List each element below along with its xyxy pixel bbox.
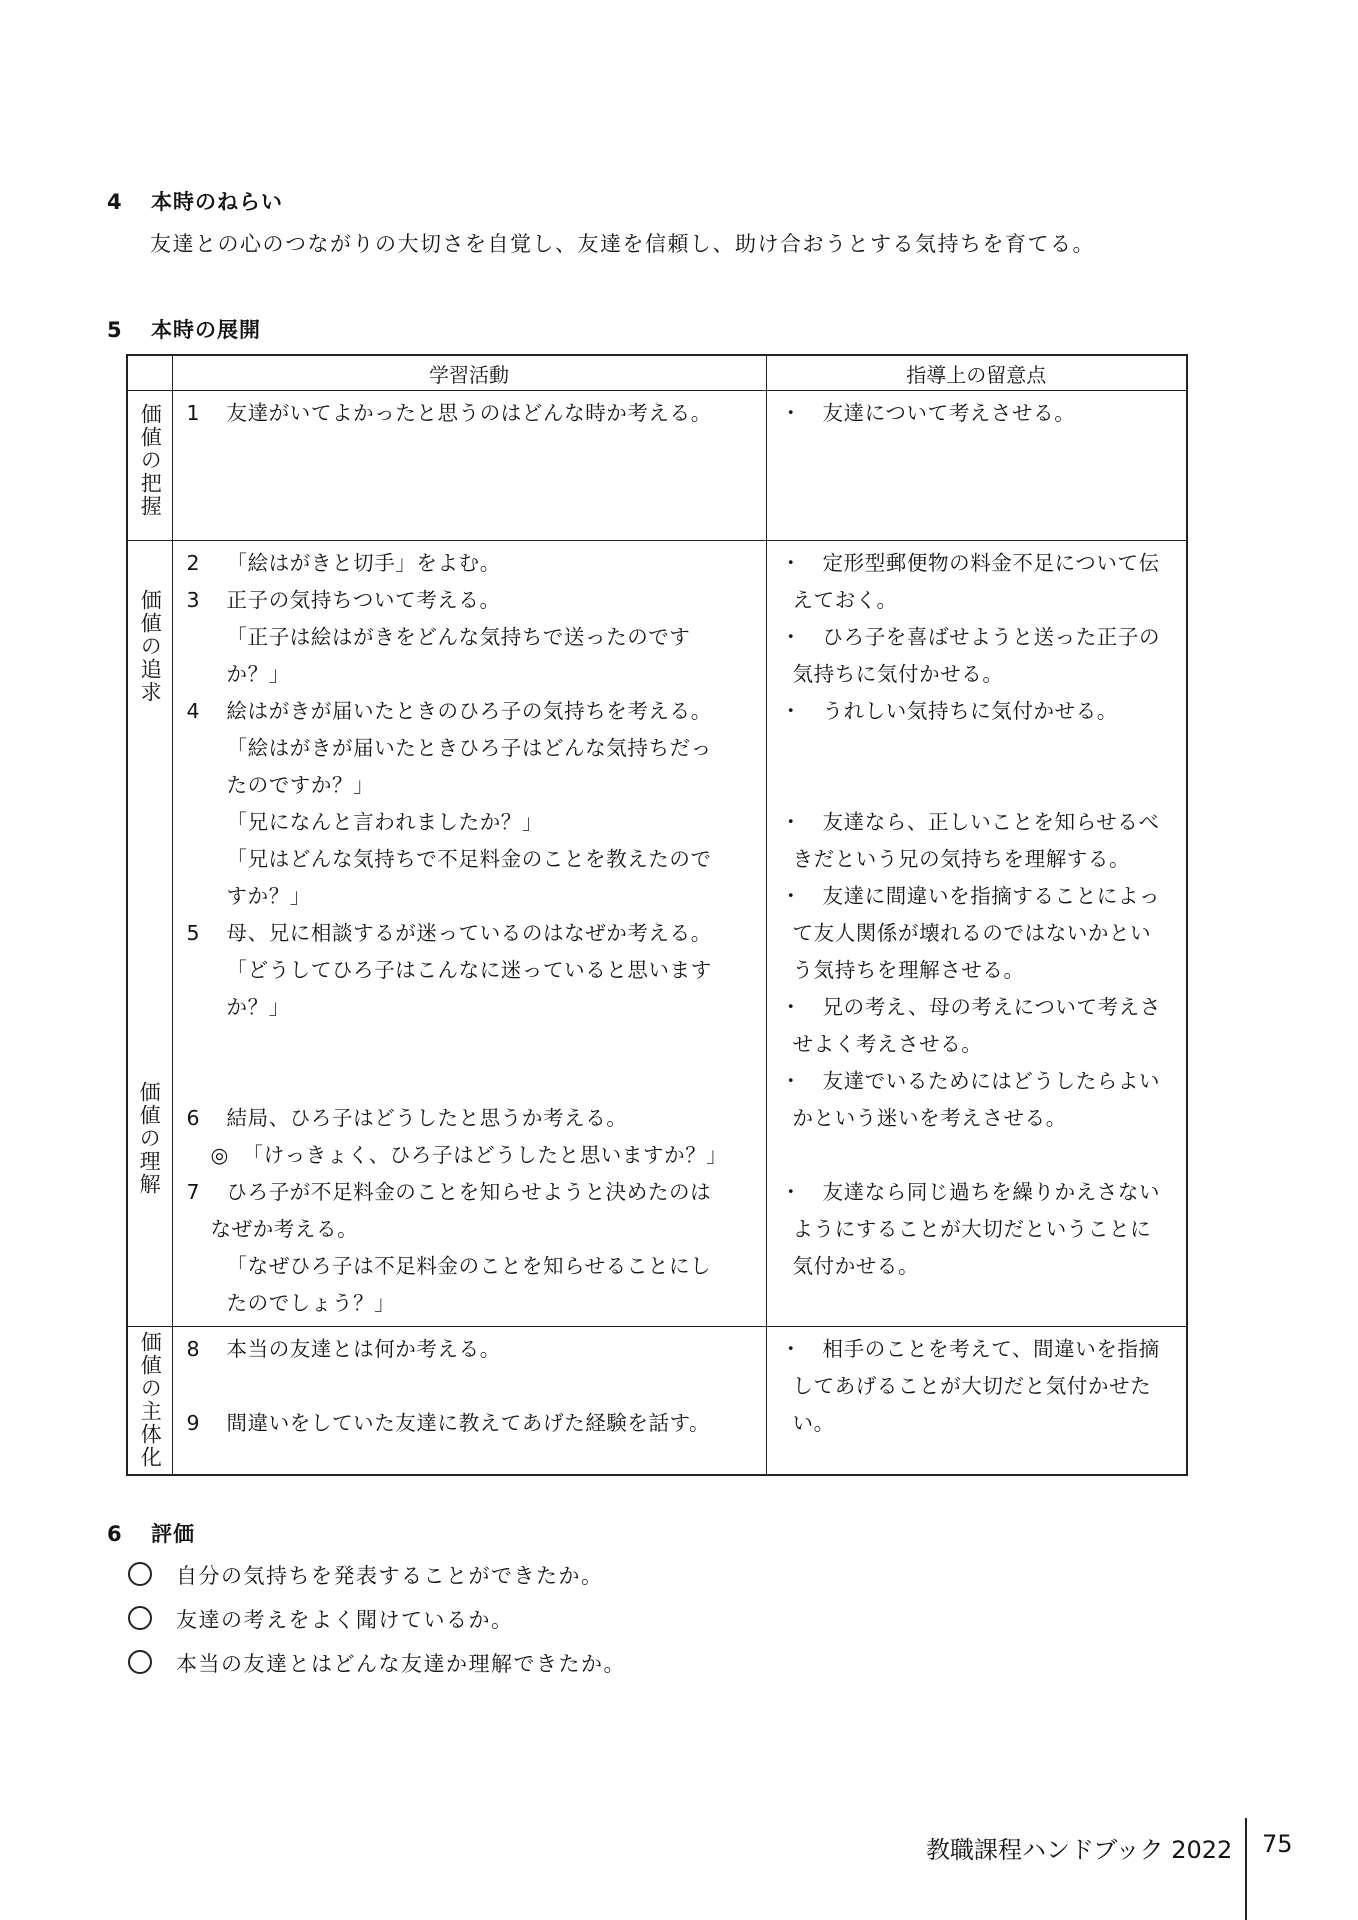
header-notes: 指導上の留意点 [766, 355, 1187, 391]
section-number: 6 [107, 1522, 123, 1546]
table-row [127, 1327, 1187, 1476]
header-activity: 学習活動 [172, 355, 766, 391]
table-row [127, 541, 1187, 1327]
section-title: 本時の展開 [151, 318, 261, 342]
notes-cell: ・ 友達について考えさせる。 [766, 391, 1187, 541]
section-5-heading [107, 314, 261, 344]
evaluation-item: 自分の気持ちを発表することができたか。 [128, 1560, 604, 1590]
notes-cell: ・ 定形型郵便物の料金不足について伝 えておく。 ・ ひろ子を喜ばせようと送った正子の 気持ちに気付かせる。 ・ うれしい気持ちに気付かせる。 ・ 友達なら、正しいことを知らせるべ きだという兄の気持ちを理解する。 ・ 友達に間違いを指摘することによっ て友人関係が壊れるのではないかとい う気持ちを理解させる。 ・ 兄の考え、母の考えについて考えさ せよく考えさせる。 ・ 友達でいるためにはどうしたらよい かという迷いを考えさせる。 ・ 友達なら同じ過ちを繰りかえさない ようにすることが大切だということに 気付かせる。 [766, 541, 1187, 1327]
evaluation-item: 友達の考えをよく聞けているか。 [128, 1604, 514, 1634]
aim-text: 友達との心のつながりの大切さを自覚し、友達を信頼し、助け合おうとする気持ちを育てる。 [150, 232, 1095, 256]
lesson-plan-table [126, 354, 1188, 1476]
phase-label: 価値の追求 価値の理解 [127, 541, 172, 1327]
phase-label: 価値の把握 [127, 391, 172, 541]
footer-title: 教職課程ハンドブック 2022 [926, 1836, 1233, 1864]
section-title: 評価 [151, 1522, 195, 1546]
activity-cell: 8 本当の友達とは何か考える。 9 間違いをしていた友達に教えてあげた経験を話す。 [172, 1327, 766, 1476]
notes-cell: ・ 相手のことを考えて、間違いを指摘 してあげることが大切だと気付かせた い。 [766, 1327, 1187, 1476]
footer-divider [1245, 1818, 1247, 1920]
page-number: 75 [1262, 1830, 1293, 1858]
table-row [127, 391, 1187, 541]
header-phase-cell [127, 355, 172, 391]
activity-cell: 2 「絵はがきと切手」をよむ。 3 正子の気持ちついて考える。 「正子は絵はがきをどんな気持ちで送ったのです か？」 4 絵はがきが届いたときのひろ子の気持ちを考える。 「絵はがきが届いたときひろ子はどんな気持ちだっ たのですか？」 「兄になんと言われましたか？」 「兄はどんな気持ちで不足料金のことを教えたので すか？」 5 母、兄に相談するが迷っているのはなぜか考える。 「どうしてひろ子はこんなに迷っていると思います か？」 6 結局、ひろ子はどうしたと思うか考える。 ◎ 「けっきょく、ひろ子はどうしたと思いますか？」 7 ひろ子が不足料金のことを知らせようと決めたのは なぜか考える。 「なぜひろ子は不足料金のことを知らせることにし たのでしょう？」 [172, 541, 766, 1327]
section-number: 5 [107, 318, 123, 342]
evaluation-item: 本当の友達とはどんな友達か理解できたか。 [128, 1648, 626, 1678]
section-4-heading [107, 186, 283, 216]
section-number: 4 [107, 190, 123, 214]
circle-icon [128, 1606, 152, 1630]
section-title: 本時のねらい [151, 190, 283, 214]
circle-icon [128, 1562, 152, 1586]
activity-cell: 1 友達がいてよかったと思うのはどんな時か考える。 [172, 391, 766, 541]
phase-label: 価値の主体化 [127, 1327, 172, 1476]
circle-icon [128, 1650, 152, 1674]
table-header-row [127, 355, 1187, 391]
section-6-heading [107, 1518, 195, 1548]
